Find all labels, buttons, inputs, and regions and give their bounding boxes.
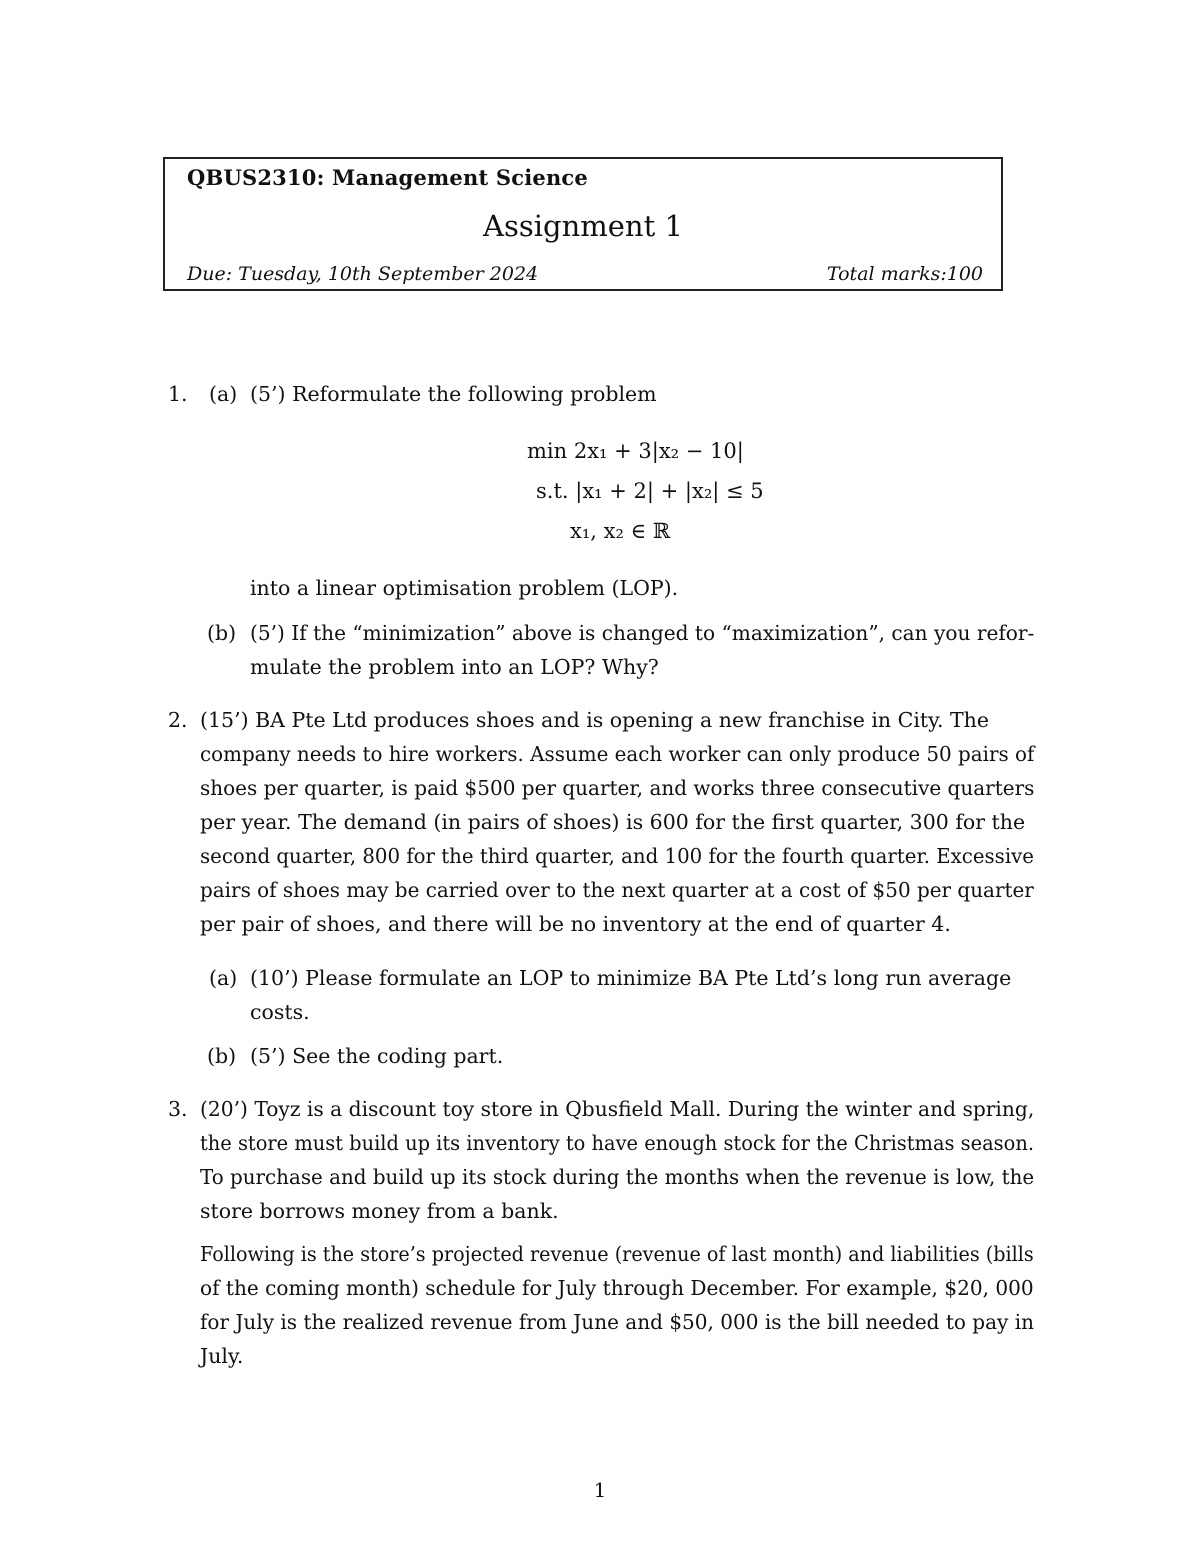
question-2a-label: (a): [209, 966, 238, 990]
question-3-line: To purchase and build up its stock during the months when the revenue is low, the: [200, 1165, 1035, 1189]
question-3-paragraph-2-line: July.: [200, 1344, 244, 1368]
question-1-number: 1.: [168, 382, 188, 406]
question-1b-line-2: mulate the problem into an LOP? Why?: [250, 655, 659, 679]
due-date: Due: Tuesday, 10th September 2024: [187, 263, 539, 285]
question-3-number: 3.: [168, 1097, 188, 1121]
question-2a-line-2: costs.: [250, 1000, 310, 1024]
page-number: 1: [593, 1478, 607, 1502]
course-title: QBUS2310: Management Science: [187, 165, 588, 190]
question-3-paragraph-2-line: for July is the realized revenue from June and $50, 000 is the bill needed to pay in: [200, 1310, 1035, 1334]
question-2-line: company needs to hire workers. Assume each worker can only produce 50 pairs of: [200, 742, 1035, 766]
question-3-paragraph-2-line: Following is the store’s projected revenue (revenue of last month) and liabilities (bills: [200, 1242, 1034, 1266]
question-3-line: the store must build up its inventory to have enough stock for the Christmas season.: [200, 1131, 1034, 1155]
question-1a-text: (5’) Reformulate the following problem: [250, 382, 657, 406]
question-1a-continuation: into a linear optimisation problem (LOP).: [250, 576, 679, 600]
question-1b-label: (b): [207, 621, 237, 645]
question-2-line: shoes per quarter, is paid $500 per quarter, and works three consecutive quarters: [200, 776, 1035, 800]
question-2-line: (15’) BA Pte Ltd produces shoes and is opening a new franchise in City. The: [200, 708, 990, 732]
math-domain: x₁, x₂ ∈ ℝ: [570, 519, 671, 543]
question-2a-line-1: (10’) Please formulate an LOP to minimize BA Pte Ltd’s long run average: [250, 966, 1012, 990]
question-2-line: per year. The demand (in pairs of shoes) is 600 for the first quarter, 300 for the: [200, 810, 1026, 834]
math-objective: min 2x₁ + 3|x₂ − 10|: [527, 439, 744, 463]
question-3-paragraph-2-line: of the coming month) schedule for July through December. For example, $20, 000: [200, 1276, 1034, 1300]
question-1a-label: (a): [209, 382, 238, 406]
question-3-line: store borrows money from a bank.: [200, 1199, 559, 1223]
assignment-title: Assignment 1: [483, 209, 683, 243]
question-2-number: 2.: [168, 708, 188, 732]
question-2-line: second quarter, 800 for the third quarter, and 100 for the fourth quarter. Excessive: [200, 844, 1034, 868]
question-2b-text: (5’) See the coding part.: [250, 1044, 504, 1068]
total-marks: Total marks:100: [826, 263, 983, 285]
assignment-header-box: [163, 157, 1003, 291]
question-2b-label: (b): [207, 1044, 237, 1068]
question-1b-line-1: (5’) If the “minimization” above is changed to “maximization”, can you refor-: [250, 621, 1035, 645]
question-2-line: per pair of shoes, and there will be no inventory at the end of quarter 4.: [200, 912, 951, 936]
question-3-line: (20’) Toyz is a discount toy store in Qbusfield Mall. During the winter and spring,: [200, 1097, 1035, 1121]
math-constraint: s.t. |x₁ + 2| + |x₂| ≤ 5: [536, 479, 764, 503]
question-2-line: pairs of shoes may be carried over to the next quarter at a cost of $50 per quarter: [200, 878, 1034, 902]
